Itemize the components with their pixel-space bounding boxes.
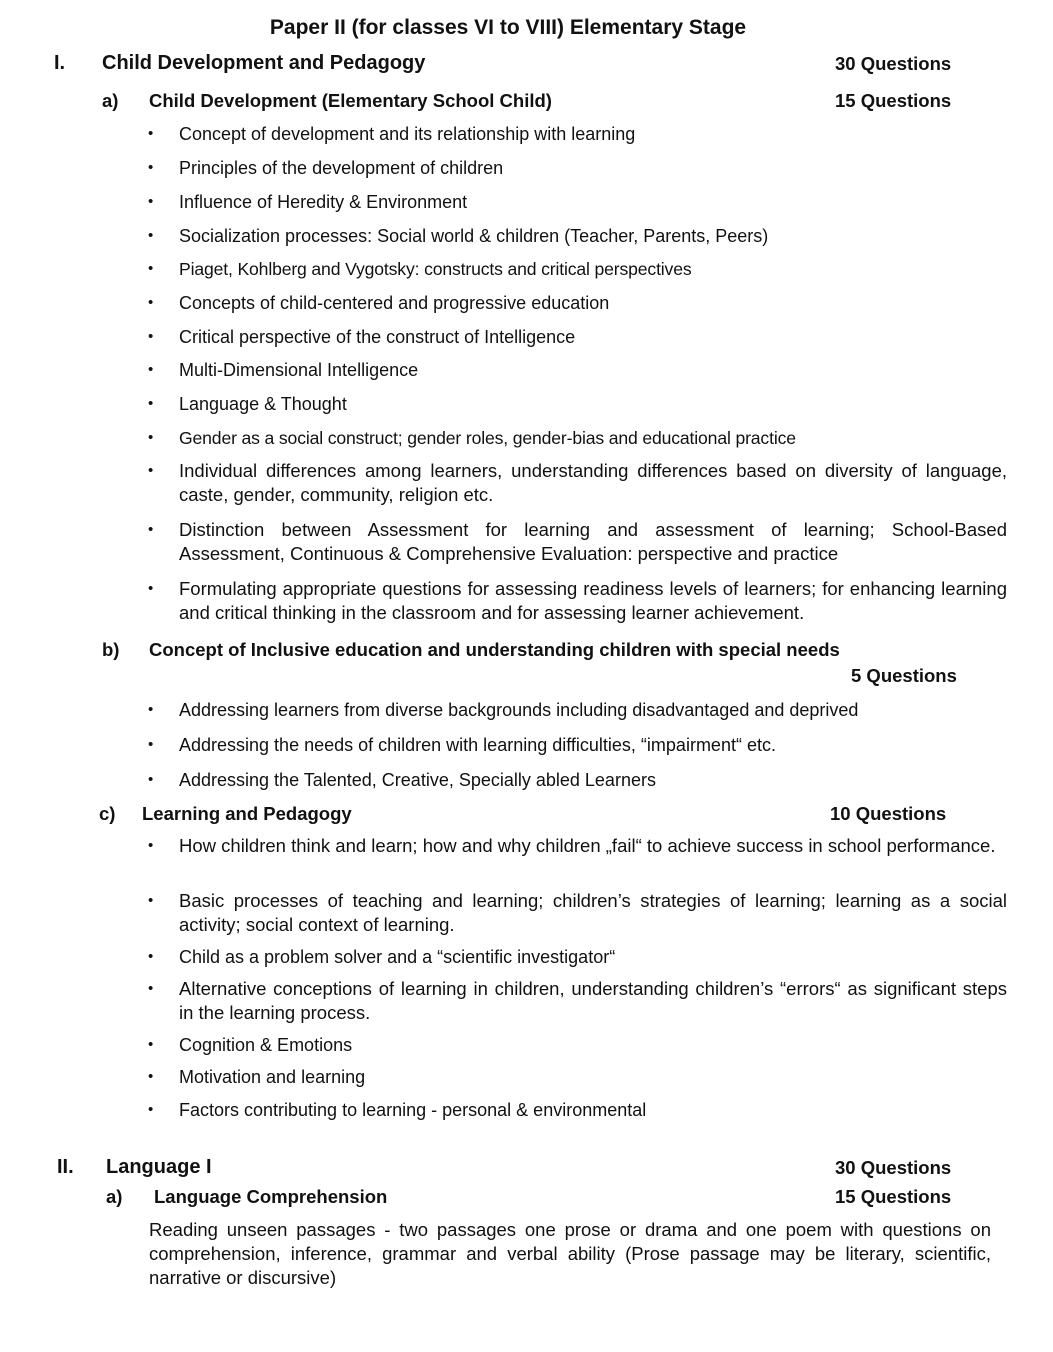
subsection-b-title: Concept of Inclusive education and understanding children with special needs [149, 639, 840, 660]
bullet: • [148, 429, 154, 446]
subsection-b-letter: b) [102, 639, 120, 660]
list-item: Addressing learners from diverse backgrounds including disadvantaged and deprived [179, 700, 859, 720]
list-item: Alternative conceptions of learning in children, understanding children’s “errors“ as significant steps in the learning process. [179, 978, 1007, 1023]
list-item: Gender as a social construct; gender roles, gender-bias and educational practice [179, 428, 796, 448]
section-2-questions: 30 Questions [835, 1157, 952, 1178]
bullet: • [148, 1101, 154, 1118]
subsection-a-title: Child Development (Elementary School Child) [149, 90, 552, 111]
list-item: Principles of the development of children [179, 158, 504, 178]
bullet: • [148, 125, 154, 142]
list-item: Addressing the Talented, Creative, Specially abled Learners [179, 770, 656, 790]
bullet: • [148, 227, 154, 244]
list-item: Factors contributing to learning - personal & environmental [179, 1100, 647, 1120]
list-item: Cognition & Emotions [179, 1035, 353, 1055]
bullet: • [148, 837, 154, 854]
bullet: • [148, 892, 154, 909]
list-item: Concept of development and its relationship with learning [179, 124, 636, 144]
list-item: Motivation and learning [179, 1067, 366, 1087]
bullet: • [148, 361, 154, 378]
bullet: • [148, 395, 154, 412]
bullet: • [148, 260, 154, 277]
subsection-b-questions: 5 Questions [851, 665, 957, 686]
bullet: • [148, 771, 154, 788]
list-item: Critical perspective of the construct of Intelligence [179, 327, 576, 347]
list-item: Basic processes of teaching and learning; children’s strategies of learning; learning as a social activity; social context of learning. [179, 890, 1007, 935]
list-item: Child as a problem solver and a “scientific investigator“ [179, 947, 616, 967]
bullet: • [148, 580, 154, 597]
bullet: • [148, 294, 154, 311]
bullet: • [148, 980, 154, 997]
subsection-c-questions: 10 Questions [830, 803, 947, 824]
bullet: • [148, 701, 154, 718]
list-item: Addressing the needs of children with learning difficulties, “impairment“ etc. [179, 735, 776, 755]
section-2-number: II. [57, 1156, 74, 1178]
list-item: Socialization processes: Social world & children (Teacher, Parents, Peers) [179, 226, 769, 246]
list-item: Concepts of child-centered and progressive education [179, 293, 610, 313]
subsection-c-letter: c) [99, 803, 116, 824]
section-2-subsection-a-letter: a) [106, 1186, 123, 1207]
subsection-c-title: Learning and Pedagogy [142, 803, 352, 824]
list-item: Distinction between Assessment for learning and assessment of learning; School-Based Assessment, Continuous & Comprehensive Evaluation: perspective and practice [179, 519, 1007, 564]
list-item: How children think and learn; how and why children „fail“ to achieve success in school performance. [179, 835, 996, 856]
page-title: Paper II (for classes VI to VIII) Elementary Stage [269, 16, 747, 39]
list-item: Individual differences among learners, understanding differences based on diversity of language, caste, gender, community, religion etc. [179, 460, 1007, 505]
section-2-subsection-a-title: Language Comprehension [154, 1186, 388, 1207]
section-1-title: Child Development and Pedagogy [102, 52, 426, 74]
section-1-questions: 30 Questions [835, 53, 952, 74]
bullet: • [148, 948, 154, 965]
list-item: Influence of Heredity & Environment [179, 192, 468, 212]
subsection-a-letter: a) [102, 90, 119, 111]
section-2-subsection-a-questions: 15 Questions [835, 1186, 952, 1207]
list-item: Piaget, Kohlberg and Vygotsky: constructs and critical perspectives [179, 259, 692, 279]
section-2-paragraph: Reading unseen passages - two passages one prose or drama and one poem with questions on comprehension, inference, grammar and verbal ability (Prose passage may be literary, scientific, narrative or discursive) [149, 1219, 991, 1288]
bullet: • [148, 736, 154, 753]
bullet: • [148, 1068, 154, 1085]
section-2-title: Language I [106, 1156, 212, 1178]
subsection-a-questions: 15 Questions [835, 90, 952, 111]
list-item: Multi-Dimensional Intelligence [179, 360, 419, 380]
bullet: • [148, 193, 154, 210]
bullet: • [148, 462, 154, 479]
section-1-number: I. [54, 52, 66, 74]
bullet: • [148, 521, 154, 538]
bullet: • [148, 328, 154, 345]
bullet: • [148, 1036, 154, 1053]
list-item: Language & Thought [179, 394, 347, 414]
list-item: Formulating appropriate questions for assessing readiness levels of learners; for enhancing learning and critical thinking in the classroom and for assessing learner achievement. [179, 578, 1007, 623]
bullet: • [148, 159, 154, 176]
